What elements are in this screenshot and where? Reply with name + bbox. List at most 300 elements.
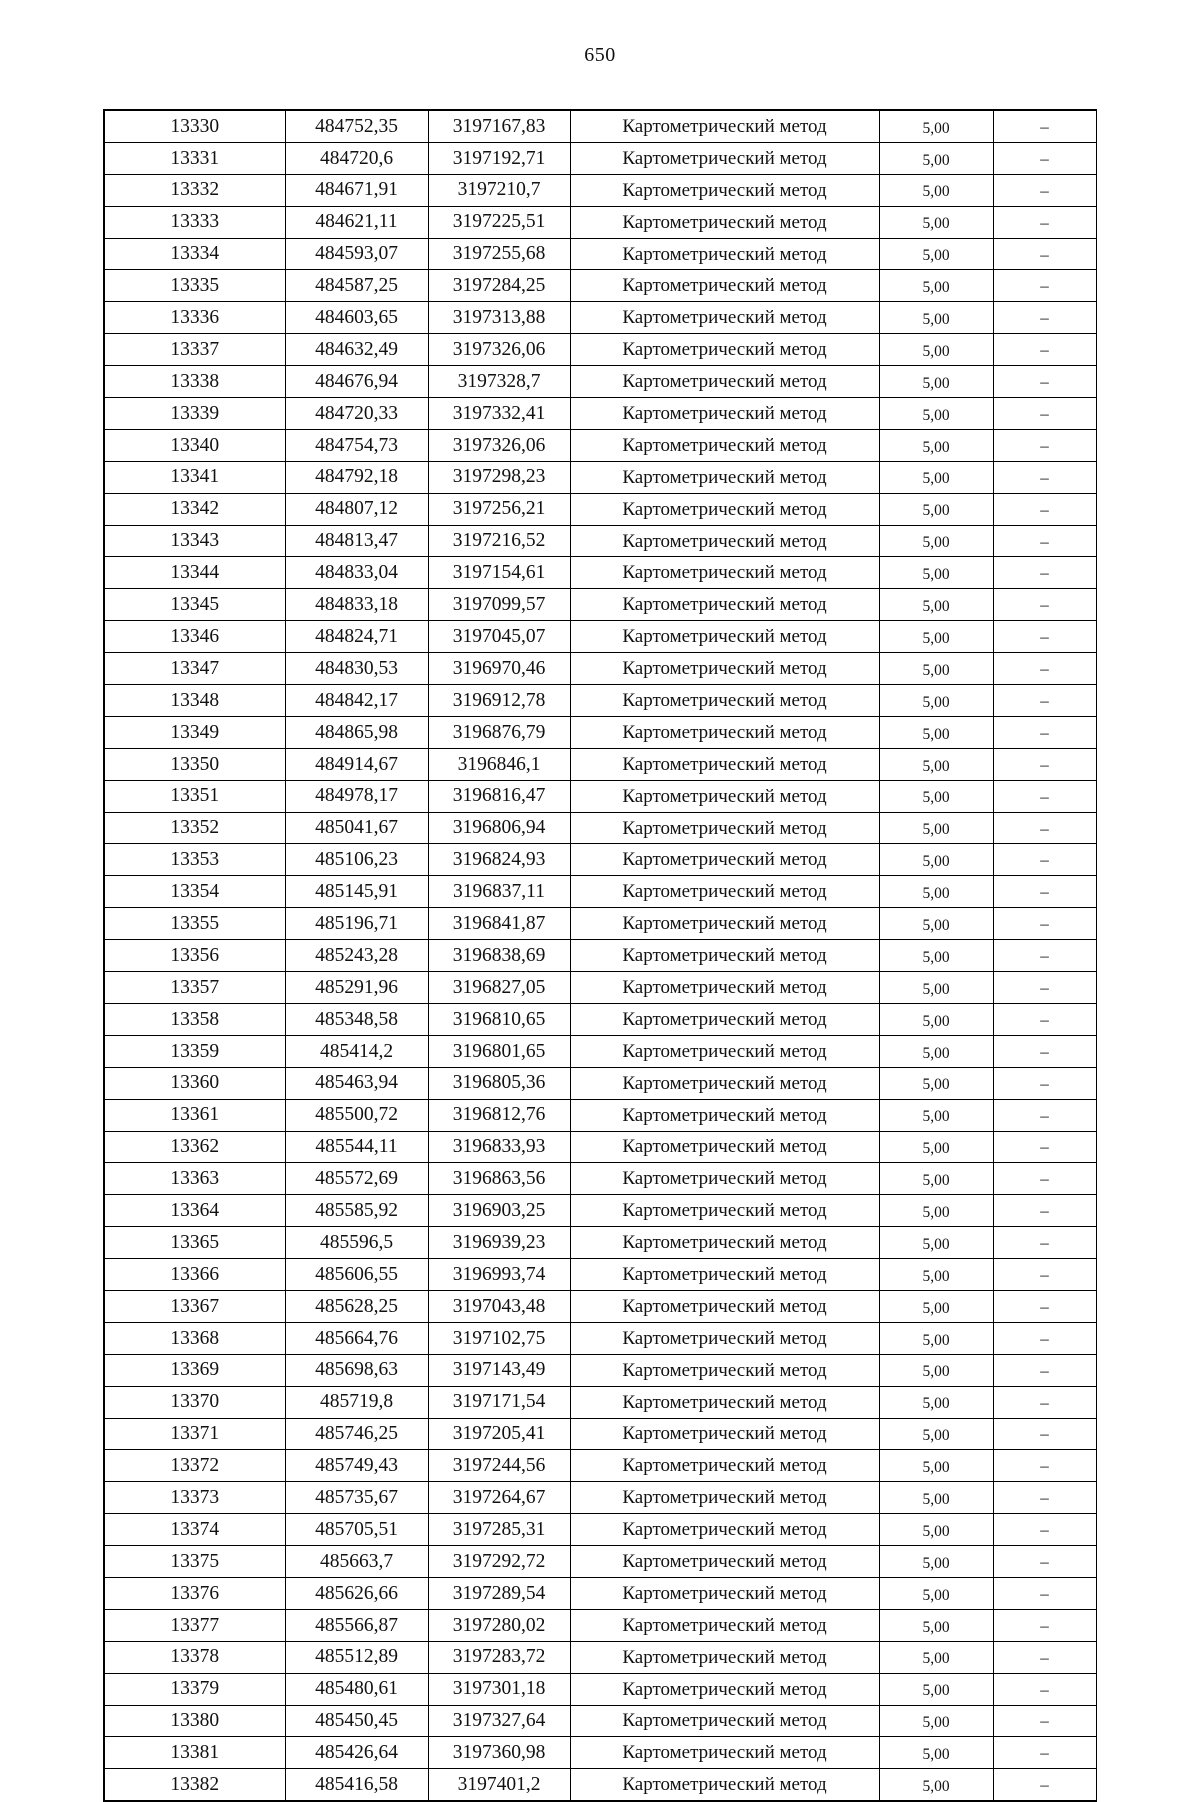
method-cell: Картометрический метод <box>570 1514 879 1546</box>
note-cell: – <box>993 1482 1096 1514</box>
table-row <box>104 1354 1096 1386</box>
note-cell: – <box>993 302 1096 334</box>
y-coordinate-cell: 3197045,07 <box>428 621 570 653</box>
note-cell: – <box>993 334 1096 366</box>
y-coordinate-cell: 3196939,23 <box>428 1227 570 1259</box>
x-coordinate-cell: 484842,17 <box>285 685 428 717</box>
y-coordinate-cell: 3196993,74 <box>428 1259 570 1291</box>
x-coordinate-cell: 485572,69 <box>285 1163 428 1195</box>
method-cell: Картометрический метод <box>570 1450 879 1482</box>
table-row <box>104 1131 1096 1163</box>
method-cell: Картометрический метод <box>570 1003 879 1035</box>
note-cell: – <box>993 1067 1096 1099</box>
table-row <box>104 1035 1096 1067</box>
x-coordinate-cell: 485663,7 <box>285 1546 428 1578</box>
method-cell: Картометрический метод <box>570 876 879 908</box>
table-row <box>104 1003 1096 1035</box>
accuracy-cell: 5,00 <box>879 972 993 1004</box>
note-cell: – <box>993 1003 1096 1035</box>
note-cell: – <box>993 1737 1096 1769</box>
table-row <box>104 748 1096 780</box>
x-coordinate-cell: 484671,91 <box>285 174 428 206</box>
note-cell: – <box>993 589 1096 621</box>
y-coordinate-cell: 3197256,21 <box>428 493 570 525</box>
accuracy-cell: 5,00 <box>879 1641 993 1673</box>
x-coordinate-cell: 484676,94 <box>285 366 428 398</box>
y-coordinate-cell: 3197328,7 <box>428 366 570 398</box>
note-cell: – <box>993 1386 1096 1418</box>
table-row <box>104 1259 1096 1291</box>
accuracy-cell: 5,00 <box>879 557 993 589</box>
y-coordinate-cell: 3197205,41 <box>428 1418 570 1450</box>
y-coordinate-cell: 3197283,72 <box>428 1641 570 1673</box>
point-number-cell: 13381 <box>104 1737 285 1769</box>
y-coordinate-cell: 3196970,46 <box>428 653 570 685</box>
method-cell: Картометрический метод <box>570 1482 879 1514</box>
table-row <box>104 238 1096 270</box>
y-coordinate-cell: 3197171,54 <box>428 1386 570 1418</box>
y-coordinate-cell: 3197280,02 <box>428 1609 570 1641</box>
y-coordinate-cell: 3196805,36 <box>428 1067 570 1099</box>
accuracy-cell: 5,00 <box>879 621 993 653</box>
x-coordinate-cell: 485596,5 <box>285 1227 428 1259</box>
note-cell: – <box>993 429 1096 461</box>
y-coordinate-cell: 3196806,94 <box>428 812 570 844</box>
point-number-cell: 13361 <box>104 1099 285 1131</box>
accuracy-cell: 5,00 <box>879 1195 993 1227</box>
accuracy-cell: 5,00 <box>879 812 993 844</box>
y-coordinate-cell: 3196816,47 <box>428 780 570 812</box>
method-cell: Картометрический метод <box>570 1195 879 1227</box>
point-number-cell: 13367 <box>104 1290 285 1322</box>
note-cell: – <box>993 621 1096 653</box>
accuracy-cell: 5,00 <box>879 110 993 142</box>
accuracy-cell: 5,00 <box>879 1322 993 1354</box>
accuracy-cell: 5,00 <box>879 461 993 493</box>
note-cell: – <box>993 238 1096 270</box>
x-coordinate-cell: 485196,71 <box>285 908 428 940</box>
coordinates-table-body <box>104 110 1096 1801</box>
point-number-cell: 13343 <box>104 525 285 557</box>
accuracy-cell: 5,00 <box>879 142 993 174</box>
accuracy-cell: 5,00 <box>879 398 993 430</box>
table-row <box>104 398 1096 430</box>
table-row <box>104 1418 1096 1450</box>
y-coordinate-cell: 3197143,49 <box>428 1354 570 1386</box>
point-number-cell: 13337 <box>104 334 285 366</box>
note-cell: – <box>993 972 1096 1004</box>
y-coordinate-cell: 3196801,65 <box>428 1035 570 1067</box>
y-coordinate-cell: 3197244,56 <box>428 1450 570 1482</box>
x-coordinate-cell: 485106,23 <box>285 844 428 876</box>
accuracy-cell: 5,00 <box>879 1259 993 1291</box>
method-cell: Картометрический метод <box>570 621 879 653</box>
point-number-cell: 13349 <box>104 716 285 748</box>
x-coordinate-cell: 485450,45 <box>285 1705 428 1737</box>
table-row <box>104 1641 1096 1673</box>
table-row <box>104 461 1096 493</box>
point-number-cell: 13334 <box>104 238 285 270</box>
y-coordinate-cell: 3197289,54 <box>428 1577 570 1609</box>
accuracy-cell: 5,00 <box>879 1003 993 1035</box>
y-coordinate-cell: 3196863,56 <box>428 1163 570 1195</box>
accuracy-cell: 5,00 <box>879 780 993 812</box>
table-row <box>104 1482 1096 1514</box>
method-cell: Картометрический метод <box>570 206 879 238</box>
accuracy-cell: 5,00 <box>879 589 993 621</box>
table-row <box>104 110 1096 142</box>
point-number-cell: 13363 <box>104 1163 285 1195</box>
method-cell: Картометрический метод <box>570 1769 879 1801</box>
point-number-cell: 13342 <box>104 493 285 525</box>
y-coordinate-cell: 3196903,25 <box>428 1195 570 1227</box>
y-coordinate-cell: 3196810,65 <box>428 1003 570 1035</box>
point-number-cell: 13350 <box>104 748 285 780</box>
point-number-cell: 13360 <box>104 1067 285 1099</box>
y-coordinate-cell: 3197043,48 <box>428 1290 570 1322</box>
table-row <box>104 1099 1096 1131</box>
note-cell: – <box>993 812 1096 844</box>
method-cell: Картометрический метод <box>570 174 879 206</box>
point-number-cell: 13374 <box>104 1514 285 1546</box>
y-coordinate-cell: 3197192,71 <box>428 142 570 174</box>
method-cell: Картометрический метод <box>570 1737 879 1769</box>
x-coordinate-cell: 484792,18 <box>285 461 428 493</box>
method-cell: Картометрический метод <box>570 302 879 334</box>
x-coordinate-cell: 485626,66 <box>285 1577 428 1609</box>
point-number-cell: 13362 <box>104 1131 285 1163</box>
method-cell: Картометрический метод <box>570 1322 879 1354</box>
point-number-cell: 13366 <box>104 1259 285 1291</box>
table-row <box>104 1227 1096 1259</box>
x-coordinate-cell: 484754,73 <box>285 429 428 461</box>
x-coordinate-cell: 485416,58 <box>285 1769 428 1801</box>
note-cell: – <box>993 1673 1096 1705</box>
table-row <box>104 653 1096 685</box>
note-cell: – <box>993 1514 1096 1546</box>
y-coordinate-cell: 3197292,72 <box>428 1546 570 1578</box>
method-cell: Картометрический метод <box>570 493 879 525</box>
y-coordinate-cell: 3197332,41 <box>428 398 570 430</box>
x-coordinate-cell: 484824,71 <box>285 621 428 653</box>
table-row <box>104 206 1096 238</box>
x-coordinate-cell: 485606,55 <box>285 1259 428 1291</box>
y-coordinate-cell: 3196837,11 <box>428 876 570 908</box>
x-coordinate-cell: 485426,64 <box>285 1737 428 1769</box>
point-number-cell: 13359 <box>104 1035 285 1067</box>
accuracy-cell: 5,00 <box>879 876 993 908</box>
method-cell: Картометрический метод <box>570 1641 879 1673</box>
accuracy-cell: 5,00 <box>879 302 993 334</box>
x-coordinate-cell: 485512,89 <box>285 1641 428 1673</box>
method-cell: Картометрический метод <box>570 366 879 398</box>
y-coordinate-cell: 3197099,57 <box>428 589 570 621</box>
x-coordinate-cell: 485705,51 <box>285 1514 428 1546</box>
method-cell: Картометрический метод <box>570 940 879 972</box>
y-coordinate-cell: 3197216,52 <box>428 525 570 557</box>
x-coordinate-cell: 485544,11 <box>285 1131 428 1163</box>
x-coordinate-cell: 484632,49 <box>285 334 428 366</box>
method-cell: Картометрический метод <box>570 685 879 717</box>
x-coordinate-cell: 485749,43 <box>285 1450 428 1482</box>
note-cell: – <box>993 1769 1096 1801</box>
method-cell: Картометрический метод <box>570 525 879 557</box>
x-coordinate-cell: 484813,47 <box>285 525 428 557</box>
y-coordinate-cell: 3196912,78 <box>428 685 570 717</box>
note-cell: – <box>993 1641 1096 1673</box>
y-coordinate-cell: 3197301,18 <box>428 1673 570 1705</box>
point-number-cell: 13369 <box>104 1354 285 1386</box>
table-row <box>104 1737 1096 1769</box>
accuracy-cell: 5,00 <box>879 940 993 972</box>
table-row <box>104 1769 1096 1801</box>
y-coordinate-cell: 3197326,06 <box>428 429 570 461</box>
point-number-cell: 13380 <box>104 1705 285 1737</box>
point-number-cell: 13382 <box>104 1769 285 1801</box>
point-number-cell: 13373 <box>104 1482 285 1514</box>
y-coordinate-cell: 3197326,06 <box>428 334 570 366</box>
method-cell: Картометрический метод <box>570 1067 879 1099</box>
table-row <box>104 1609 1096 1641</box>
table-row <box>104 685 1096 717</box>
point-number-cell: 13355 <box>104 908 285 940</box>
method-cell: Картометрический метод <box>570 1418 879 1450</box>
point-number-cell: 13353 <box>104 844 285 876</box>
y-coordinate-cell: 3196841,87 <box>428 908 570 940</box>
accuracy-cell: 5,00 <box>879 1769 993 1801</box>
method-cell: Картометрический метод <box>570 972 879 1004</box>
method-cell: Картометрический метод <box>570 908 879 940</box>
y-coordinate-cell: 3197210,7 <box>428 174 570 206</box>
x-coordinate-cell: 485566,87 <box>285 1609 428 1641</box>
table-row <box>104 780 1096 812</box>
table-row <box>104 429 1096 461</box>
accuracy-cell: 5,00 <box>879 366 993 398</box>
x-coordinate-cell: 485719,8 <box>285 1386 428 1418</box>
note-cell: – <box>993 174 1096 206</box>
point-number-cell: 13370 <box>104 1386 285 1418</box>
x-coordinate-cell: 484752,35 <box>285 110 428 142</box>
table-row <box>104 302 1096 334</box>
accuracy-cell: 5,00 <box>879 1386 993 1418</box>
table-row <box>104 1290 1096 1322</box>
x-coordinate-cell: 485348,58 <box>285 1003 428 1035</box>
table-row <box>104 1163 1096 1195</box>
y-coordinate-cell: 3197313,88 <box>428 302 570 334</box>
point-number-cell: 13335 <box>104 270 285 302</box>
y-coordinate-cell: 3197327,64 <box>428 1705 570 1737</box>
y-coordinate-cell: 3197167,83 <box>428 110 570 142</box>
table-row <box>104 716 1096 748</box>
x-coordinate-cell: 485291,96 <box>285 972 428 1004</box>
table-row <box>104 270 1096 302</box>
y-coordinate-cell: 3197284,25 <box>428 270 570 302</box>
accuracy-cell: 5,00 <box>879 685 993 717</box>
table-row <box>104 1067 1096 1099</box>
note-cell: – <box>993 844 1096 876</box>
y-coordinate-cell: 3197360,98 <box>428 1737 570 1769</box>
method-cell: Картометрический метод <box>570 1163 879 1195</box>
x-coordinate-cell: 485463,94 <box>285 1067 428 1099</box>
y-coordinate-cell: 3196846,1 <box>428 748 570 780</box>
accuracy-cell: 5,00 <box>879 716 993 748</box>
point-number-cell: 13345 <box>104 589 285 621</box>
note-cell: – <box>993 748 1096 780</box>
accuracy-cell: 5,00 <box>879 1131 993 1163</box>
accuracy-cell: 5,00 <box>879 1514 993 1546</box>
x-coordinate-cell: 484720,6 <box>285 142 428 174</box>
point-number-cell: 13346 <box>104 621 285 653</box>
note-cell: – <box>993 1418 1096 1450</box>
accuracy-cell: 5,00 <box>879 1354 993 1386</box>
x-coordinate-cell: 485585,92 <box>285 1195 428 1227</box>
accuracy-cell: 5,00 <box>879 1290 993 1322</box>
table-row <box>104 1195 1096 1227</box>
method-cell: Картометрический метод <box>570 589 879 621</box>
method-cell: Картометрический метод <box>570 1386 879 1418</box>
method-cell: Картометрический метод <box>570 238 879 270</box>
x-coordinate-cell: 485414,2 <box>285 1035 428 1067</box>
accuracy-cell: 5,00 <box>879 1577 993 1609</box>
point-number-cell: 13368 <box>104 1322 285 1354</box>
point-number-cell: 13356 <box>104 940 285 972</box>
note-cell: – <box>993 398 1096 430</box>
point-number-cell: 13347 <box>104 653 285 685</box>
note-cell: – <box>993 557 1096 589</box>
table-row <box>104 844 1096 876</box>
method-cell: Картометрический метод <box>570 780 879 812</box>
y-coordinate-cell: 3197102,75 <box>428 1322 570 1354</box>
table-row <box>104 142 1096 174</box>
point-number-cell: 13376 <box>104 1577 285 1609</box>
accuracy-cell: 5,00 <box>879 1482 993 1514</box>
y-coordinate-cell: 3197285,31 <box>428 1514 570 1546</box>
y-coordinate-cell: 3196827,05 <box>428 972 570 1004</box>
note-cell: – <box>993 1099 1096 1131</box>
note-cell: – <box>993 1322 1096 1354</box>
note-cell: – <box>993 1290 1096 1322</box>
note-cell: – <box>993 653 1096 685</box>
method-cell: Картометрический метод <box>570 398 879 430</box>
accuracy-cell: 5,00 <box>879 174 993 206</box>
accuracy-cell: 5,00 <box>879 270 993 302</box>
note-cell: – <box>993 1259 1096 1291</box>
table-row <box>104 940 1096 972</box>
note-cell: – <box>993 1195 1096 1227</box>
point-number-cell: 13377 <box>104 1609 285 1641</box>
note-cell: – <box>993 940 1096 972</box>
accuracy-cell: 5,00 <box>879 1609 993 1641</box>
accuracy-cell: 5,00 <box>879 1035 993 1067</box>
point-number-cell: 13379 <box>104 1673 285 1705</box>
coordinates-table <box>103 109 1097 1802</box>
table-row <box>104 1386 1096 1418</box>
x-coordinate-cell: 485145,91 <box>285 876 428 908</box>
note-cell: – <box>993 1354 1096 1386</box>
note-cell: – <box>993 270 1096 302</box>
note-cell: – <box>993 1705 1096 1737</box>
note-cell: – <box>993 493 1096 525</box>
accuracy-cell: 5,00 <box>879 1418 993 1450</box>
x-coordinate-cell: 484978,17 <box>285 780 428 812</box>
point-number-cell: 13375 <box>104 1546 285 1578</box>
method-cell: Картометрический метод <box>570 716 879 748</box>
method-cell: Картометрический метод <box>570 461 879 493</box>
accuracy-cell: 5,00 <box>879 748 993 780</box>
x-coordinate-cell: 484587,25 <box>285 270 428 302</box>
method-cell: Картометрический метод <box>570 1227 879 1259</box>
accuracy-cell: 5,00 <box>879 1450 993 1482</box>
method-cell: Картометрический метод <box>570 1577 879 1609</box>
accuracy-cell: 5,00 <box>879 334 993 366</box>
table-row <box>104 174 1096 206</box>
table-row <box>104 621 1096 653</box>
point-number-cell: 13358 <box>104 1003 285 1035</box>
table-row <box>104 908 1096 940</box>
note-cell: – <box>993 1035 1096 1067</box>
accuracy-cell: 5,00 <box>879 844 993 876</box>
x-coordinate-cell: 485500,72 <box>285 1099 428 1131</box>
y-coordinate-cell: 3197298,23 <box>428 461 570 493</box>
y-coordinate-cell: 3197401,2 <box>428 1769 570 1801</box>
note-cell: – <box>993 1577 1096 1609</box>
x-coordinate-cell: 484621,11 <box>285 206 428 238</box>
table-row <box>104 1577 1096 1609</box>
accuracy-cell: 5,00 <box>879 238 993 270</box>
method-cell: Картометрический метод <box>570 812 879 844</box>
table-row <box>104 557 1096 589</box>
note-cell: – <box>993 716 1096 748</box>
point-number-cell: 13336 <box>104 302 285 334</box>
method-cell: Картометрический метод <box>570 1546 879 1578</box>
point-number-cell: 13352 <box>104 812 285 844</box>
table-row <box>104 366 1096 398</box>
table-row <box>104 876 1096 908</box>
note-cell: – <box>993 876 1096 908</box>
point-number-cell: 13354 <box>104 876 285 908</box>
note-cell: – <box>993 780 1096 812</box>
point-number-cell: 13357 <box>104 972 285 1004</box>
point-number-cell: 13364 <box>104 1195 285 1227</box>
y-coordinate-cell: 3197154,61 <box>428 557 570 589</box>
table-row <box>104 812 1096 844</box>
point-number-cell: 13378 <box>104 1641 285 1673</box>
accuracy-cell: 5,00 <box>879 1067 993 1099</box>
x-coordinate-cell: 484593,07 <box>285 238 428 270</box>
accuracy-cell: 5,00 <box>879 1099 993 1131</box>
point-number-cell: 13371 <box>104 1418 285 1450</box>
y-coordinate-cell: 3196833,93 <box>428 1131 570 1163</box>
method-cell: Картометрический метод <box>570 429 879 461</box>
table-row <box>104 493 1096 525</box>
x-coordinate-cell: 485735,67 <box>285 1482 428 1514</box>
y-coordinate-cell: 3197255,68 <box>428 238 570 270</box>
method-cell: Картометрический метод <box>570 1673 879 1705</box>
point-number-cell: 13331 <box>104 142 285 174</box>
point-number-cell: 13339 <box>104 398 285 430</box>
x-coordinate-cell: 484830,53 <box>285 653 428 685</box>
method-cell: Картометрический метод <box>570 1099 879 1131</box>
y-coordinate-cell: 3197225,51 <box>428 206 570 238</box>
x-coordinate-cell: 485698,63 <box>285 1354 428 1386</box>
method-cell: Картометрический метод <box>570 1035 879 1067</box>
page-number: 650 <box>584 44 616 66</box>
method-cell: Картометрический метод <box>570 1259 879 1291</box>
accuracy-cell: 5,00 <box>879 1227 993 1259</box>
table-row <box>104 972 1096 1004</box>
x-coordinate-cell: 485664,76 <box>285 1322 428 1354</box>
x-coordinate-cell: 484603,65 <box>285 302 428 334</box>
